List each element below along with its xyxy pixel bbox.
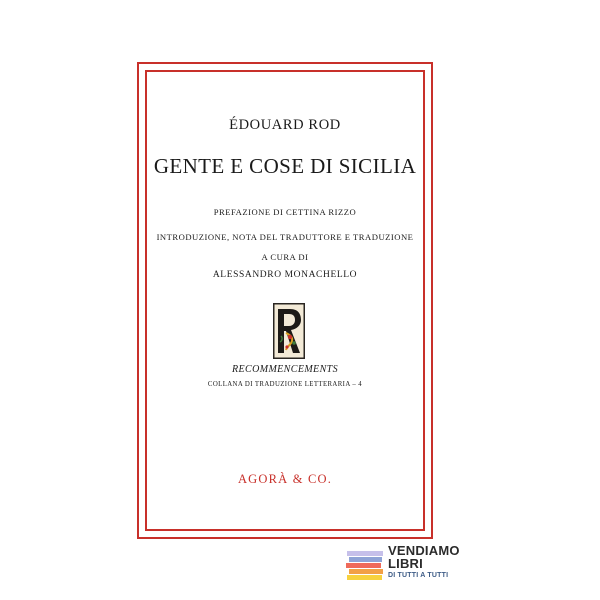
series-name: RECOMMENCEMENTS xyxy=(232,364,338,375)
badge-line-1: VENDIAMO xyxy=(388,543,460,558)
book-title: GENTE E COSE DI SICILIA xyxy=(153,154,417,178)
series-subtitle: COLLANA DI TRADUZIONE LETTERARIA – 4 xyxy=(207,381,363,388)
cover-inner-frame xyxy=(145,70,425,531)
book-cover xyxy=(137,62,433,539)
publisher-name: AGORÀ & CO. xyxy=(237,472,333,486)
stacked-books-icon xyxy=(345,543,385,588)
illuminated-letter-r-icon xyxy=(273,303,305,359)
author-name: ÉDOUARD ROD xyxy=(229,117,341,133)
editor-name: ALESSANDRO MONACHELLO xyxy=(212,270,358,280)
preface-credit: PREFAZIONE DI CETTINA RIZZO xyxy=(213,207,357,217)
edited-by-label: A CURA DI xyxy=(261,252,309,262)
translation-credit: INTRODUZIONE, NOTA DEL TRADUTTORE E TRADUZIONE xyxy=(156,232,414,242)
vendiamo-libri-badge xyxy=(345,543,475,583)
badge-line-2: LIBRI xyxy=(388,556,423,571)
badge-line-3: DI TUTTI A TUTTI xyxy=(388,572,449,579)
